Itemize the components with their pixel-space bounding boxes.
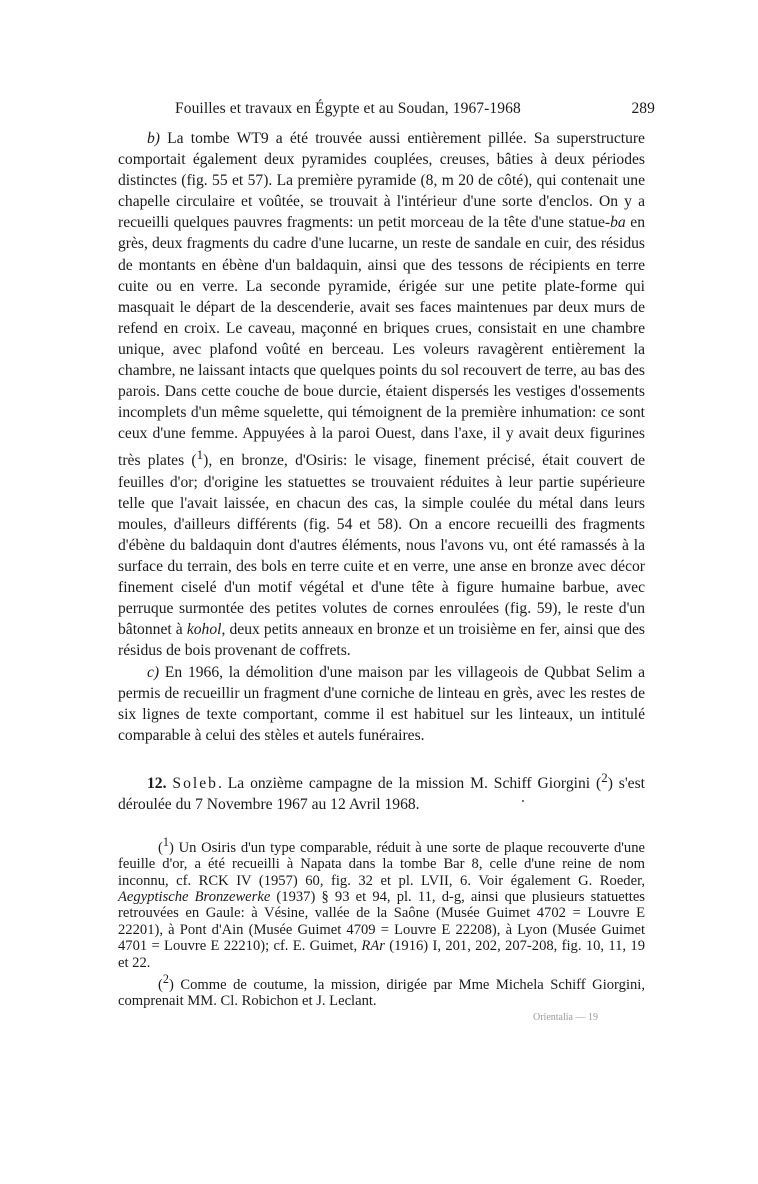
separator-dot — [522, 800, 524, 802]
paragraph-label: b) — [147, 130, 160, 147]
footnote-ref: 1 — [196, 447, 204, 463]
section-text: ) s'est déroulée du 7 Novembre 1967 au 12 Avril 1968. — [118, 775, 645, 814]
body-text — [118, 128, 645, 815]
footnote-mark: 2 — [162, 972, 169, 987]
paragraph-c — [118, 662, 645, 746]
footnote-ref: 2 — [601, 769, 608, 785]
section-number: 12. — [147, 775, 167, 793]
paragraph-text: ), en bronze, d'Osiris: le visage, finement précisé, était couvert de feuilles d'or; d'origine les statuettes se trouvaient réduites à leur partie supérieure telle que l'avait laissée, en chacun des cas, la simple coulée du métal dans leurs moules, d'ailleurs différents (fig. 54 et 58). On a encore recueilli des fragments d'ébène du baldaquin dont d'autres éléments, nous l'avons vu, ont été ramassés à la surface du terrain, des bols en terre cuite et en verre, une anse en bronze avec décor finement ciselé d'un motif végétal et d'une tête à figure humaine barbue, avec perruque surmontée des petites volutes de cornes enroulées (fig. 59), le reste d'un bâtonnet à — [118, 452, 645, 639]
footnote-italic: RAr — [361, 938, 385, 955]
paragraph-text: , deux petits anneaux en bronze et un troisième en fer, ainsi que des résidus de bois provenant de coffrets. — [118, 621, 645, 660]
paragraph-text: La tombe WT9 a été trouvée aussi entièrement pillée. Sa superstructure comportait également deux pyramides couplées, creuses, bâties à deux périodes distinctes (fig. 55 et 57). La première pyramide (8, m 20 de côté), qui contenait une chapelle circulaire et voûtée, se trouvait à l'intérieur d'une sorte d'enclos. On y a recueilli quelques pauvres fragments: un petit morceau de la tête d'une statue- — [118, 130, 645, 232]
italic-term: ba — [610, 214, 626, 232]
paragraph-label: c) — [147, 663, 160, 681]
footnote-text: Comme de coutume, la mission, dirigée par Mme Michela Schiff Giorgini, comprenait MM. Cl. Robichon et J. Leclant. — [118, 976, 645, 1010]
section-place: Soleb — [172, 775, 218, 793]
footnote-italic: Aegyptische Bronzewerke — [118, 889, 271, 906]
footnote-text: Un Osiris d'un type comparable, réduit à une sorte de plaque recouverte d'une feuille d'or, a été recueilli à Napata dans la tombe Bar 8, celle d'une reine de nom inconnu, cf. RCK IV (1957) 60, fig. 32 et pl. LVII, 6. Voir également G. Roeder, — [118, 839, 645, 889]
footnote-1: ($^1$) Un Osiris d'un type comparable, réduit à une sorte de plaque recouverte d'une feuille d'or, a été recueilli à Napata dans la tombe Bar 8, celle d'une reine de nom inconnu, cf. RCK IV (1957) 60, fig. 32 et pl. LVII, 6. Voir également G. Roeder, Aegyptische Bronzewerke (1937) § 93 et 94, pl. 11, d-g, ainsi que plusieurs statuettes retrouvées en Gaule: à Vésine, vallée de la Saône (Musée Guimet 4702 = Louvre E 22201), à Pont d'Ain (Musée Guimet 4709 = Louvre E 22208), à Lyon (Musée Guimet 4701 = Louvre E 22210); cf. E. Guimet, RAr (1916) I, 201, 202, 207-208, fig. 10, 11, 19 et 22. — [118, 835, 645, 971]
page-number: 289 — [631, 100, 655, 117]
footnote-2: ($^2$) Comme de coutume, la mission, dirigée par Mme Michela Schiff Giorgini, comprenait MM. Cl. Robichon et J. Leclant. — [118, 972, 645, 1010]
paragraph-text: En 1966, la démolition d'une maison par les villageois de Qubbat Selim a permis de recueillir un fragment d'une corniche de linteau en grès, avec les restes de six lignes de texte comportant, comme il est habituel sur les linteaux, un intitulé comparable à celui des stèles et autels funéraires. — [118, 663, 645, 744]
section-text: . La onzième campagne de la mission M. Schiff Giorgini ( — [217, 775, 602, 793]
footnote-text: (1937) § 93 et 94, pl. 11, d-g, ainsi que plusieurs statuettes retrouvées en Gaule: à Vésine, vallée de la Saône (Musée Guimet 4702 = Louvre E 22201), à Pont d'Ain (Musée Guimet 4709 = Louvre E 22208), à Lyon (Musée Guimet 4701 = Louvre E 22210); cf. E. Guimet, — [118, 889, 645, 955]
section-12 — [118, 767, 645, 815]
paragraph-text: en grès, deux fragments du cadre d'une lucarne, un reste de sandale en cuir, des résidus de montants en ébène d'un baldaquin, ainsi que des tessons de récipients en terre cuite ou en verre. La seconde pyramide, érigée sur une petite plate-forme qui masquait le départ de la descenderie, avait ses faces maintenues par deux murs de refend en croix. Le caveau, maçonné en briques crues, consistait en une chambre unique, avec plafond voûté en berceau. Les voleurs ravagèrent entièrement la chambre, ne laissant intacts que quelques points du sol recouvert de terre, au bas des parois. Dans cette couche de boue durcie, étaient dispersés les vestiges d'ossements incomplets d'un même squelette, qui témoignent de la première inhumation: ce sont ceux d'une femme. Appuyées à la paroi Ouest, dans l'axe, il y avait deux figurines très plates ( — [118, 214, 645, 470]
italic-term: kohol — [186, 621, 222, 639]
signature-mark: Orientalia — 19 — [533, 1012, 598, 1023]
footnotes — [118, 834, 645, 1010]
footnote-mark: 1 — [162, 835, 169, 849]
footnote-text: (1916) I, 201, 202, 207-208, fig. 10, 11, 19 et 22. — [118, 938, 645, 971]
running-title: Fouilles et travaux en Égypte et au Soudan, 1967-1968 — [175, 100, 521, 117]
paragraph-b — [118, 128, 645, 662]
